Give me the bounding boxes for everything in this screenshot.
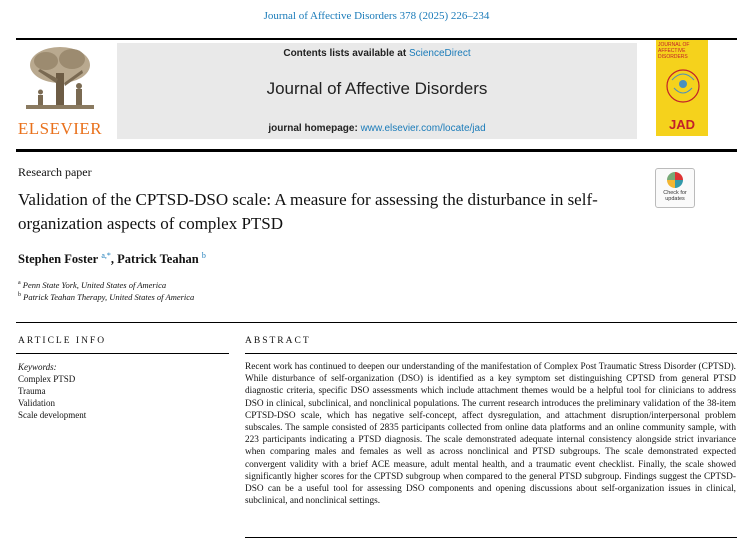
cover-head-icon (656, 58, 708, 118)
article-info-rule (16, 353, 229, 354)
article-type: Research paper (18, 165, 92, 179)
affiliation-mark: b (18, 292, 21, 299)
journal-title: Journal of Affective Disorders (266, 79, 488, 98)
journal-homepage-link[interactable]: www.elsevier.com/locate/jad (360, 123, 486, 134)
contents-line (117, 48, 637, 59)
author-name[interactable]: Patrick Teahan (117, 252, 199, 267)
affiliation-text: Patrick Teahan Therapy, United States of America (23, 292, 195, 302)
abstract-heading: ABSTRACT (245, 336, 311, 346)
article-info-heading: ARTICLE INFO (18, 336, 107, 346)
affiliation-mark: a (18, 280, 21, 287)
check-updates-icon (667, 172, 683, 188)
journal-cover[interactable] (656, 40, 708, 136)
abstract-bottom-rule (245, 537, 737, 538)
keyword-item: Trauma (18, 386, 46, 396)
affiliation (18, 280, 166, 290)
journal-header-box (117, 43, 637, 139)
header-top-rule (16, 38, 737, 40)
header-bottom-rule (16, 149, 737, 152)
author-list: Stephen Foster $^{a,*}$, Patrick Teahan $^b$ (18, 251, 206, 267)
author-affil-marks[interactable]: a,* (101, 251, 111, 260)
homepage-line (117, 123, 637, 134)
elsevier-wordmark: ELSEVIER (17, 119, 103, 138)
keyword-item: Scale development (18, 410, 87, 420)
homepage-prefix: journal homepage: (268, 123, 361, 134)
cover-title: JOURNAL OF AFFECTIVE DISORDERS (658, 42, 690, 60)
elsevier-logo[interactable] (16, 43, 104, 139)
author-affil-marks[interactable]: b (201, 251, 206, 260)
cover-abbrev: JAD (668, 117, 695, 132)
affiliation (18, 292, 194, 302)
check-updates-label: Check for updates (663, 190, 687, 202)
journal-citation[interactable]: Journal of Affective Disorders 378 (2025) 226–234 (263, 10, 490, 22)
keywords-label: Keywords: (18, 362, 57, 372)
article-title: Validation of the CPTSD-DSO scale: A measure for assessing the disturbance in self-organization aspects of complex PTSD (18, 190, 598, 233)
sciencedirect-link[interactable]: ScienceDirect (408, 48, 471, 59)
affiliation-text: Penn State York, United States of America (22, 280, 167, 290)
abstract-rule (245, 353, 737, 354)
keyword-item: Validation (18, 398, 55, 408)
abstract-text: Recent work has continued to deepen our understanding of the manifestation of Complex Post Traumatic Stress Disorder (CPTSD). While disturbance of self-organization (DSO) is identified as a key symptom set distinguishing CPTSD from general PTSD diagnostic criteria, specific DSO assessments which include attachment themes would be a helpful tool for clinicians to address DSO in clinical, subclinical, and nonclinical populations. The current research introduces the preliminary validation of the 38-item CPTSD-DSO scale, which has negative self-concept, affect dysregulation, and attachment disruption/interpersonal problem subscales. The sample consisted of 2835 participants collected from online data platforms and an online community sample, with 223 participants indicating a PTSD diagnosis. The scale demonstrated adequate internal consistency alongside strict invariance when comparing males and females as well as across nonclinical and PTSD subgroups. The scale demonstrated expected convergent validity with a brief ACE measure, adult mental health, and a traumatic event checklist. Finally, the scale showed significantly higher scores for the CPTSD subgroup when compared to the general PTSD subgroup. Findings suggest the CPTSD-DSO can be a useful tool for assessing DSO components and opening discussions about self-organization issues in clinical, subclinical, and nonclinical settings. (245, 362, 736, 507)
author-name[interactable]: Stephen Foster (18, 252, 99, 267)
keyword-item: Complex PTSD (18, 374, 76, 384)
contents-prefix: Contents lists available at (283, 48, 409, 59)
elsevier-tree-icon (16, 43, 104, 119)
section-divider (16, 322, 737, 323)
check-for-updates-button[interactable] (655, 168, 695, 208)
